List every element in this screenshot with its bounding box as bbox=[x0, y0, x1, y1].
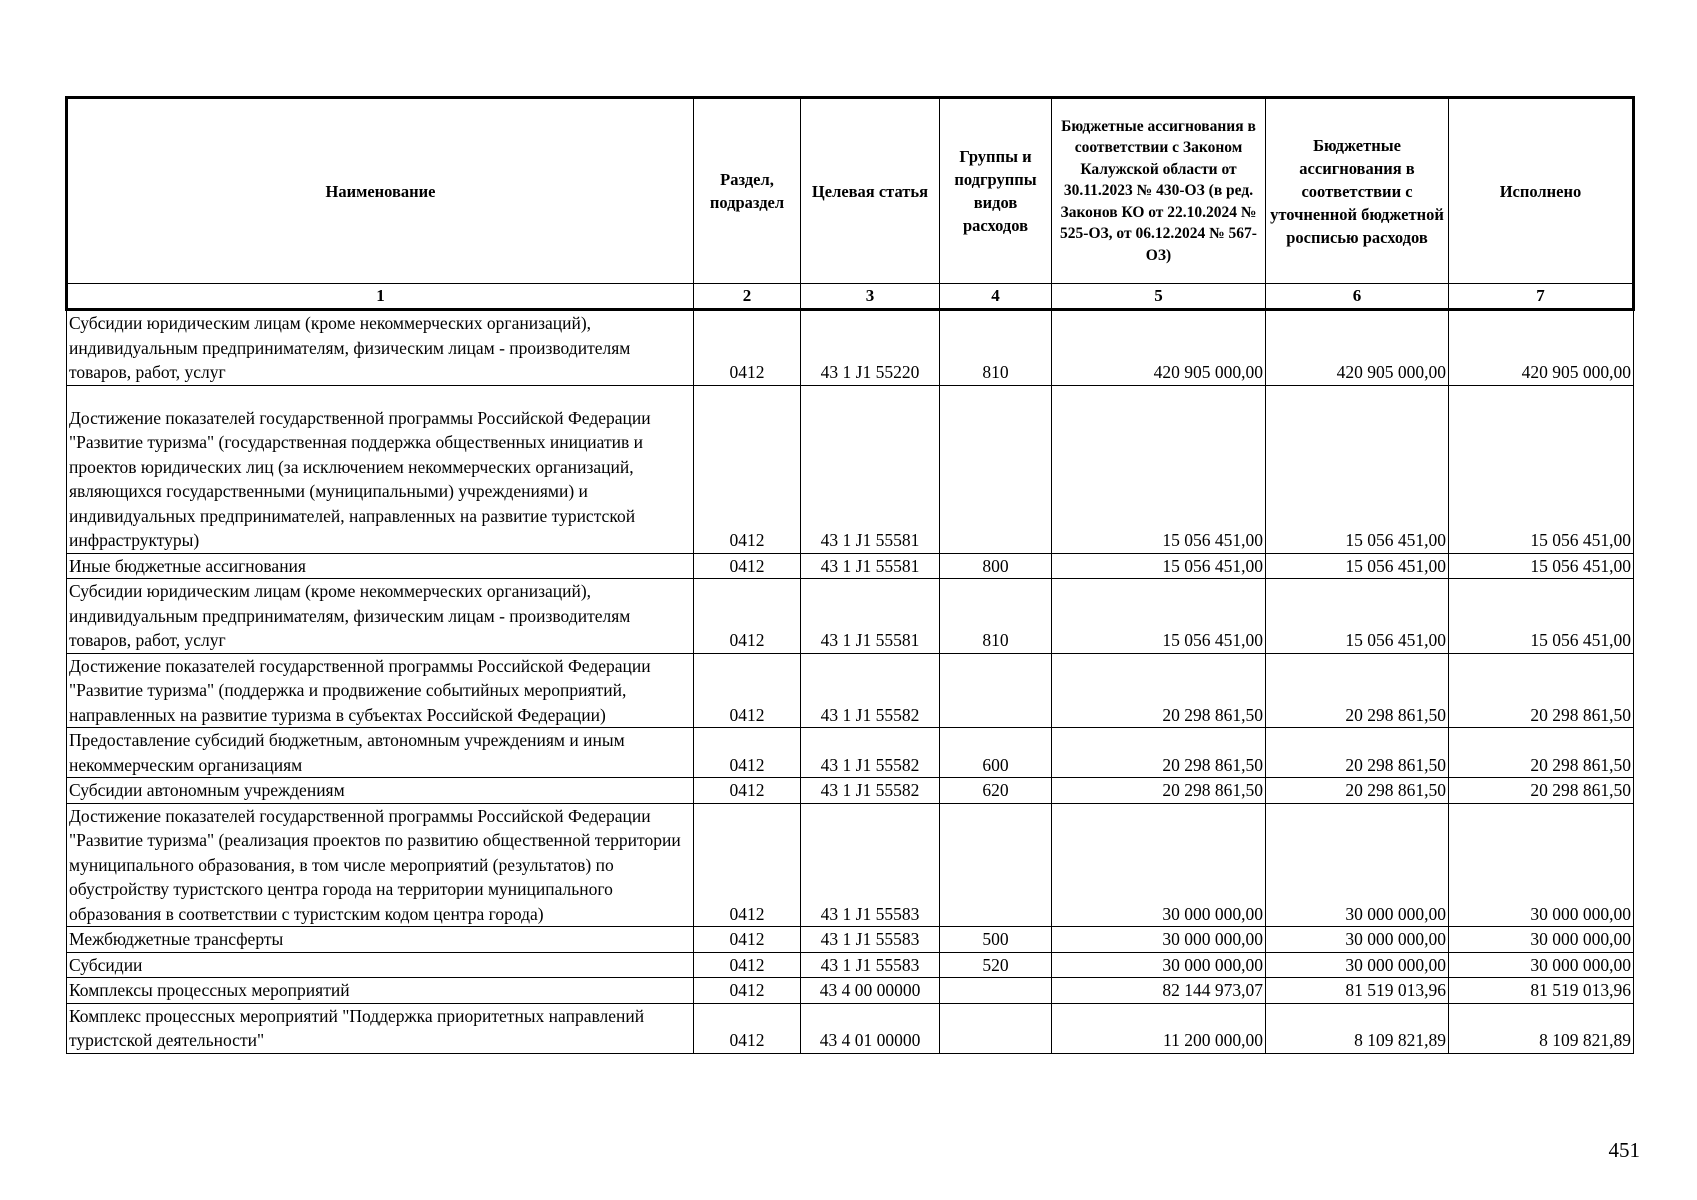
row-section: 0412 bbox=[694, 952, 801, 978]
row-target: 43 4 00 00000 bbox=[801, 978, 940, 1004]
row-target: 43 1 J1 55581 bbox=[801, 385, 940, 553]
row-group bbox=[940, 385, 1052, 553]
row-section: 0412 bbox=[694, 927, 801, 953]
row-name: Комплексы процессных мероприятий bbox=[67, 978, 694, 1004]
row-refined: 8 109 821,89 bbox=[1266, 1003, 1449, 1053]
row-executed: 30 000 000,00 bbox=[1449, 803, 1634, 927]
column-number: 7 bbox=[1449, 284, 1634, 310]
row-law: 20 298 861,50 bbox=[1052, 778, 1266, 804]
column-number: 2 bbox=[694, 284, 801, 310]
row-section: 0412 bbox=[694, 778, 801, 804]
row-law: 15 056 451,00 bbox=[1052, 579, 1266, 654]
row-law: 15 056 451,00 bbox=[1052, 385, 1266, 553]
row-target: 43 1 J1 55583 bbox=[801, 952, 940, 978]
header-target: Целевая статья bbox=[801, 98, 940, 284]
row-executed: 30 000 000,00 bbox=[1449, 927, 1634, 953]
row-group: 500 bbox=[940, 927, 1052, 953]
row-section: 0412 bbox=[694, 1003, 801, 1053]
row-refined: 30 000 000,00 bbox=[1266, 927, 1449, 953]
row-section: 0412 bbox=[694, 579, 801, 654]
table-row bbox=[67, 778, 1634, 804]
row-refined: 81 519 013,96 bbox=[1266, 978, 1449, 1004]
table-row bbox=[67, 728, 1634, 778]
row-executed: 20 298 861,50 bbox=[1449, 778, 1634, 804]
row-law: 30 000 000,00 bbox=[1052, 803, 1266, 927]
column-number: 3 bbox=[801, 284, 940, 310]
row-target: 43 1 J1 55583 bbox=[801, 803, 940, 927]
row-name: Достижение показателей государственной программы Российской Федерации "Развитие туризма" (поддержка и продвижение событийных мероприятий, направленных на развитие туризма в субъектах Российской Федерации) bbox=[67, 653, 694, 728]
header-refined: Бюджетные ассигнования в соответствии с уточненной бюджетной росписью расходов bbox=[1266, 98, 1449, 284]
row-section: 0412 bbox=[694, 653, 801, 728]
table-header-row bbox=[67, 98, 1634, 284]
column-number: 4 bbox=[940, 284, 1052, 310]
table-row bbox=[67, 927, 1634, 953]
row-name: Комплекс процессных мероприятий "Поддержка приоритетных направлений туристской деятельности" bbox=[67, 1003, 694, 1053]
row-refined: 15 056 451,00 bbox=[1266, 553, 1449, 579]
row-section: 0412 bbox=[694, 553, 801, 579]
row-law: 11 200 000,00 bbox=[1052, 1003, 1266, 1053]
row-law: 20 298 861,50 bbox=[1052, 653, 1266, 728]
row-name: Субсидии юридическим лицам (кроме некоммерческих организаций), индивидуальным предпринимателям, физическим лицам - производителям товаров, работ, услуг bbox=[67, 310, 694, 386]
budget-table bbox=[65, 96, 1635, 1054]
row-target: 43 1 J1 55582 bbox=[801, 728, 940, 778]
row-executed: 8 109 821,89 bbox=[1449, 1003, 1634, 1053]
row-name: Достижение показателей государственной программы Российской Федерации "Развитие туризма" (государственная поддержка общественных инициатив и проектов юридических лиц (за исключением некоммерческих организаций, являющихся государственными (муниципальными) учреждениями) и индивидуальных предпринимателей, направленных на развитие туристской инфраструктуры) bbox=[67, 385, 694, 553]
row-executed: 30 000 000,00 bbox=[1449, 952, 1634, 978]
table-row bbox=[67, 310, 1634, 386]
row-executed: 20 298 861,50 bbox=[1449, 728, 1634, 778]
row-group: 810 bbox=[940, 310, 1052, 386]
row-refined: 30 000 000,00 bbox=[1266, 803, 1449, 927]
row-target: 43 1 J1 55581 bbox=[801, 553, 940, 579]
column-number-row bbox=[67, 284, 1634, 310]
row-group: 800 bbox=[940, 553, 1052, 579]
row-group bbox=[940, 978, 1052, 1004]
row-executed: 15 056 451,00 bbox=[1449, 553, 1634, 579]
column-number: 5 bbox=[1052, 284, 1266, 310]
row-law: 20 298 861,50 bbox=[1052, 728, 1266, 778]
header-executed: Исполнено bbox=[1449, 98, 1634, 284]
column-number: 6 bbox=[1266, 284, 1449, 310]
table-row bbox=[67, 952, 1634, 978]
row-name: Межбюджетные трансферты bbox=[67, 927, 694, 953]
row-refined: 20 298 861,50 bbox=[1266, 778, 1449, 804]
row-target: 43 1 J1 55220 bbox=[801, 310, 940, 386]
row-section: 0412 bbox=[694, 803, 801, 927]
row-refined: 20 298 861,50 bbox=[1266, 728, 1449, 778]
row-name: Субсидии юридическим лицам (кроме некоммерческих организаций), индивидуальным предпринимателям, физическим лицам - производителям товаров, работ, услуг bbox=[67, 579, 694, 654]
row-executed: 20 298 861,50 bbox=[1449, 653, 1634, 728]
row-executed: 15 056 451,00 bbox=[1449, 385, 1634, 553]
header-group: Группы и подгруппы видов расходов bbox=[940, 98, 1052, 284]
header-name: Наименование bbox=[67, 98, 694, 284]
table-row bbox=[67, 1003, 1634, 1053]
row-executed: 15 056 451,00 bbox=[1449, 579, 1634, 654]
row-group bbox=[940, 803, 1052, 927]
row-group: 520 bbox=[940, 952, 1052, 978]
row-group bbox=[940, 1003, 1052, 1053]
row-group: 810 bbox=[940, 579, 1052, 654]
row-section: 0412 bbox=[694, 310, 801, 386]
row-refined: 420 905 000,00 bbox=[1266, 310, 1449, 386]
row-target: 43 1 J1 55582 bbox=[801, 778, 940, 804]
row-name: Субсидии автономным учреждениям bbox=[67, 778, 694, 804]
row-name: Предоставление субсидий бюджетным, автономным учреждениям и иным некоммерческим организациям bbox=[67, 728, 694, 778]
table-row bbox=[67, 978, 1634, 1004]
table-row bbox=[67, 653, 1634, 728]
row-target: 43 1 J1 55582 bbox=[801, 653, 940, 728]
row-law: 420 905 000,00 bbox=[1052, 310, 1266, 386]
row-section: 0412 bbox=[694, 978, 801, 1004]
row-executed: 420 905 000,00 bbox=[1449, 310, 1634, 386]
row-group: 620 bbox=[940, 778, 1052, 804]
table-row bbox=[67, 803, 1634, 927]
row-target: 43 4 01 00000 bbox=[801, 1003, 940, 1053]
row-refined: 15 056 451,00 bbox=[1266, 579, 1449, 654]
row-law: 30 000 000,00 bbox=[1052, 927, 1266, 953]
row-group: 600 bbox=[940, 728, 1052, 778]
row-group bbox=[940, 653, 1052, 728]
row-section: 0412 bbox=[694, 728, 801, 778]
row-name: Субсидии bbox=[67, 952, 694, 978]
table-row bbox=[67, 553, 1634, 579]
row-target: 43 1 J1 55583 bbox=[801, 927, 940, 953]
row-name: Иные бюджетные ассигнования bbox=[67, 553, 694, 579]
header-law: Бюджетные ассигнования в соответствии с Законом Калужской области от 30.11.2023 № 430-ОЗ (в ред. Законов КО от 22.10.2024 № 525-ОЗ, от 06.12.2024 № 567-ОЗ) bbox=[1052, 98, 1266, 284]
table-row bbox=[67, 385, 1634, 553]
page-number: 451 bbox=[1608, 1138, 1640, 1162]
row-law: 82 144 973,07 bbox=[1052, 978, 1266, 1004]
row-target: 43 1 J1 55581 bbox=[801, 579, 940, 654]
row-section: 0412 bbox=[694, 385, 801, 553]
row-law: 30 000 000,00 bbox=[1052, 952, 1266, 978]
row-law: 15 056 451,00 bbox=[1052, 553, 1266, 579]
row-refined: 20 298 861,50 bbox=[1266, 653, 1449, 728]
row-refined: 30 000 000,00 bbox=[1266, 952, 1449, 978]
row-name: Достижение показателей государственной программы Российской Федерации "Развитие туризма" (реализация проектов по развитию общественной территории муниципального образования, в том числе мероприятий (результатов) по обустройству туристского центра города на территории муниципального образования в соответствии с туристским кодом центра города) bbox=[67, 803, 694, 927]
row-refined: 15 056 451,00 bbox=[1266, 385, 1449, 553]
column-number: 1 bbox=[67, 284, 694, 310]
header-section: Раздел, подраздел bbox=[694, 98, 801, 284]
table-row bbox=[67, 579, 1634, 654]
row-executed: 81 519 013,96 bbox=[1449, 978, 1634, 1004]
